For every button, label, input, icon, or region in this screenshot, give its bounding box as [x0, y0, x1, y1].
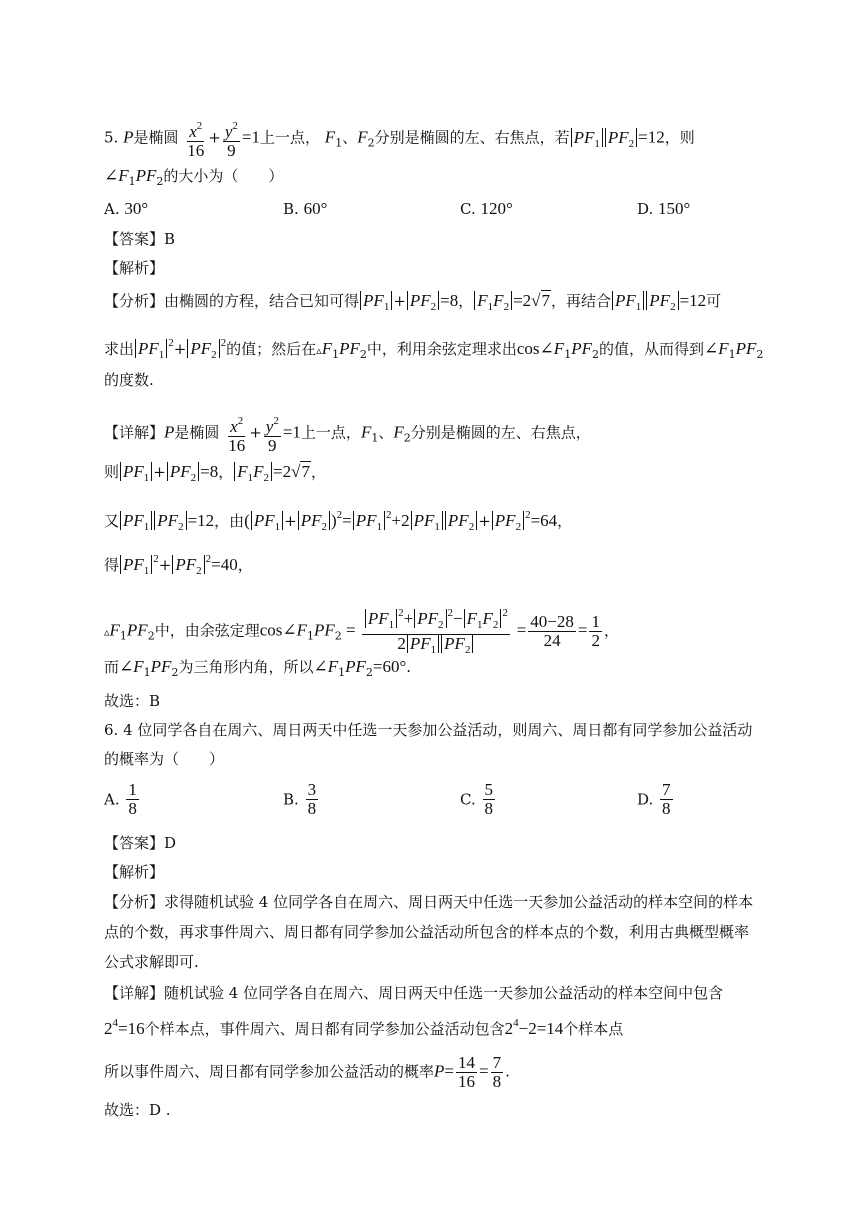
q6-option-b: B. $\frac{3}{8}$ — [283, 780, 317, 818]
q6-stem-line-1: 6. 4 位同学各自在周六、周日两天中任选一天参加公益活动，则周六、周日都有同学参加公益活动 — [104, 721, 753, 739]
q5-xiangjie-line-5: $▵F_1PF_2$中，由余弦定理$\cos\angle F_1PF_2$ = $\frac{PF_1^2+ PF_2^2- F_1F_2^2}{2 PF_1 PF_2}$ = $\frac{40-28}{24}$ = $\frac{1}{2}$ ， — [104, 604, 619, 659]
q6-xiangjie-line-1: 【详解】随机试验 4 位同学各自在周六、周日两天中任选一天参加公益活动的样本空间中包含 — [104, 984, 724, 1002]
q5-choose: 故选：B — [104, 692, 161, 710]
q6-option-d: D. $\frac{7}{8}$ — [637, 780, 671, 818]
q5-xiangjie-line-1: 【详解】P是椭圆 $\frac{x^2}{16}$ + $\frac{y^2}{9}$ =1上一点，$F_1$、$F_2$分别是椭圆的左、右焦点， — [104, 412, 591, 455]
q5-stem-line-1: 5. P是椭圆 $\frac{x^2}{16}$ + $\frac{y^2}{9}$ =1上一点， $F_1$、$F_2$分别是椭圆的左、右焦点，若 $PF_1$ $PF_2 =12$，则 — [104, 117, 695, 160]
q6-fenxi-line-1: 【分析】求得随机试验 4 位同学各自在周六、周日两天中任选一天参加公益活动的样本空间的样本 — [104, 893, 754, 911]
q5-xiangjie-line-6: 而$\angle F_1PF_2$为三角形内角，所以$\angle F_1PF_2=60^\circ$. — [104, 657, 412, 679]
q6-choose: 故选：D . — [104, 1101, 171, 1119]
q5-stem-line-2: $\angle F_1PF_2$的大小为（ ） — [104, 166, 284, 188]
q6-xiangjie-line-2: $2^4=16$个样本点，事件周六、周日都有同学参加公益活动包含$2^4-2=14$个样本点 — [104, 1017, 624, 1038]
q5-xiangjie-line-3: 又 $PF_1$ $PF_2 =12$，由( $PF_1 + PF_2$ )$^2= PF_1^2+2$ $PF_1$ $PF_2 + PF_2^2=64$， — [104, 509, 573, 533]
q6-fenxi-line-3: 公式求解即可. — [104, 953, 199, 971]
q6-option-c: C. $\frac{5}{8}$ — [460, 780, 493, 818]
q5-xiangjie-line-2: 则 $PF_1 + PF_2 =8$， $F_1F_2 =2√7$， — [104, 462, 326, 484]
q6-option-a: A. $\frac{1}{8}$ — [104, 780, 137, 818]
ellipse-y-term: $\frac{y^2}{9}$ — [223, 117, 240, 160]
q5-fenxi-line-3: 的度数. — [104, 371, 154, 389]
q5-option-a: A. 30° — [104, 199, 149, 218]
q5-option-d: D. 150° — [637, 199, 691, 218]
q6-xiangjie-line-3: 所以事件周六、周日都有同学参加公益活动的概率P= $\frac{14}{16}$ = $\frac{7}{8}$ . — [104, 1053, 510, 1091]
q6-answer: 【答案】D — [104, 834, 177, 852]
q5-option-c: C. 120° — [460, 199, 513, 218]
q5-number: 5. — [104, 128, 119, 147]
q5-option-b: B. 60° — [283, 199, 328, 218]
q5-answer: 【答案】B — [104, 230, 176, 248]
q5-analysis-label: 【解析】 — [104, 259, 165, 277]
q5-fenxi-line-2: 求出 $PF_1^2+ PF_2^2$的值；然后在$▵F_1PF_2$中，利用余弦定理求出$\cos\angle F_1PF_2$的值，从而得到$\angle F_1PF_2$ — [104, 337, 764, 361]
ellipse-x-term: $\frac{x^2}{16}$ — [185, 117, 206, 160]
q6-stem-line-2: 的概率为（ ） — [104, 750, 225, 768]
q6-analysis-label: 【解析】 — [104, 863, 165, 881]
q5-xiangjie-line-4: 得 $PF_1^2+ PF_2^2=40$， — [104, 553, 253, 577]
cosine-fraction: $\frac{PF_1^2+ PF_2^2- F_1F_2^2}{2 PF_1 PF_2}$ — [362, 604, 510, 659]
q5-fenxi-line-1: 【分析】由椭圆的方程，结合已知可得 $PF_1 + PF_2 =8$， $F_1F_2 =2√7$，再结合 $PF_1$ $PF_2 =12$可 — [104, 291, 722, 313]
q6-fenxi-line-2: 点的个数，再求事件周六、周日都有同学参加公益活动所包含的样本点的个数，利用古典概型概率 — [104, 923, 750, 941]
